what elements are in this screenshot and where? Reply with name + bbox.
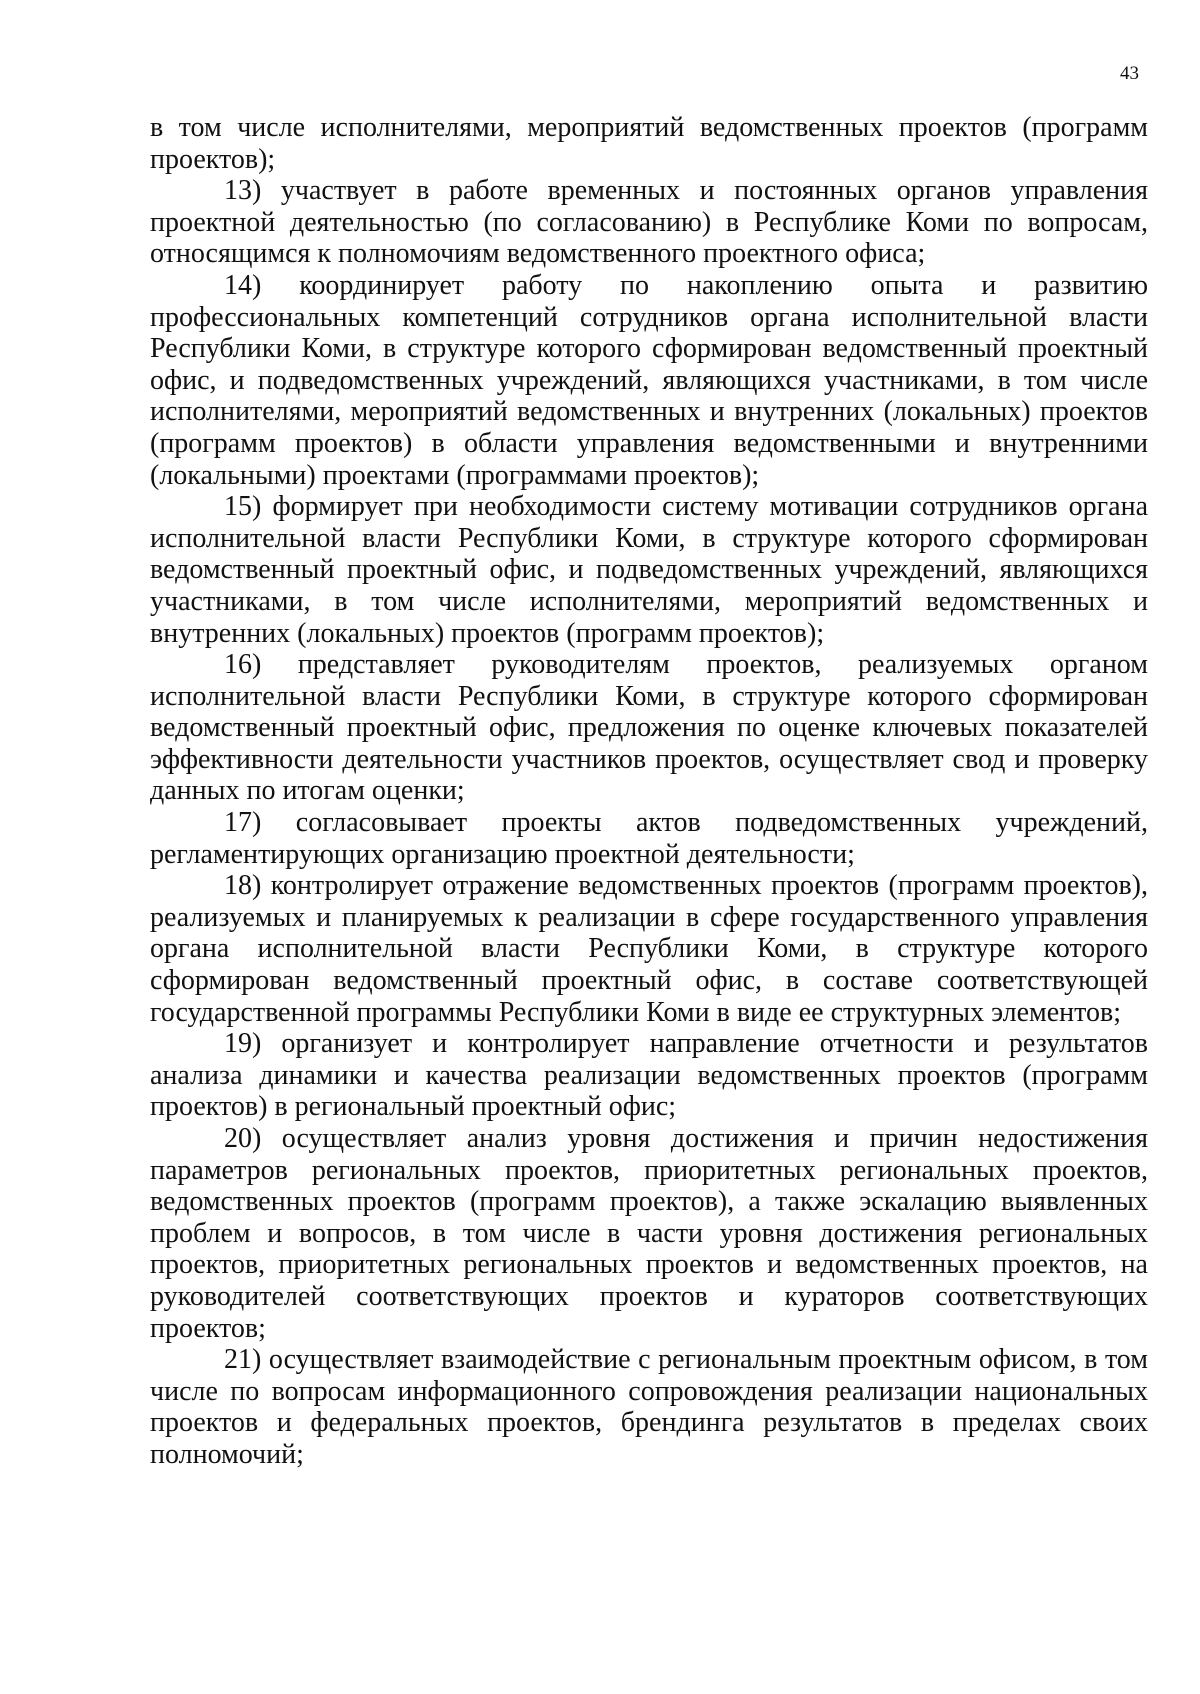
list-item-18: 18) контролирует отражение ведомственных проектов (программ проектов), реализуемых и планируемых к реализации в сфере государственного управления органа исполнительной власти Республики Коми, в структуре которого сформирован ведомственный проектный офис, в составе соответствующей государственной программы Республики Коми в виде ее структурных элементов; bbox=[150, 870, 1148, 1028]
list-item-15: 15) формирует при необходимости систему мотивации сотрудников органа исполнительной власти Республики Коми, в структуре которого сформирован ведомственный проектный офис, и подведомственных учреждений, являющихся участниками, в том числе исполнителями, мероприятий ведомственных и внутренних (локальных) проектов (программ проектов); bbox=[150, 491, 1148, 649]
document-body bbox=[150, 112, 1148, 1471]
list-item-13: 13) участвует в работе временных и постоянных органов управления проектной деятельностью (по согласованию) в Республике Коми по вопросам, относящимся к полномочиям ведомственного проектного офиса; bbox=[150, 175, 1148, 270]
list-item-20: 20) осуществляет анализ уровня достижения и причин недостижения параметров региональных проектов, приоритетных региональных проектов, ведомственных проектов (программ проектов), а также эскалацию выявленных проблем и вопросов, в том числе в части уровня достижения региональных проектов, приоритетных региональных проектов и ведомственных проектов, на руководителей соответствующих проектов и кураторов соответствующих проектов; bbox=[150, 1123, 1148, 1344]
list-item-16: 16) представляет руководителям проектов, реализуемых органом исполнительной власти Республики Коми, в структуре которого сформирован ведомственный проектный офис, предложения по оценке ключевых показателей эффективности деятельности участников проектов, осуществляет свод и проверку данных по итогам оценки; bbox=[150, 649, 1148, 807]
list-item-21: 21) осуществляет взаимодействие с региональным проектным офисом, в том числе по вопросам информационного сопровождения реализации национальных проектов и федеральных проектов, брендинга результатов в пределах своих полномочий; bbox=[150, 1344, 1148, 1470]
list-item-17: 17) согласовывает проекты актов подведомственных учреждений, регламентирующих организацию проектной деятельности; bbox=[150, 807, 1148, 870]
paragraph-continuation: в том числе исполнителями, мероприятий ведомственных проектов (программ проектов); bbox=[150, 112, 1148, 175]
list-item-19: 19) организует и контролирует направление отчетности и результатов анализа динамики и качества реализации ведомственных проектов (программ проектов) в региональный проектный офис; bbox=[150, 1028, 1148, 1123]
page-number: 43 bbox=[1120, 63, 1139, 84]
list-item-14: 14) координирует работу по накоплению опыта и развитию профессиональных компетенций сотрудников органа исполнительной власти Республики Коми, в структуре которого сформирован ведомственный проектный офис, и подведомственных учреждений, являющихся участниками, в том числе исполнителями, мероприятий ведомственных и внутренних (локальных) проектов (программ проектов) в области управления ведомственными и внутренними (локальными) проектами (программами проектов); bbox=[150, 269, 1148, 491]
